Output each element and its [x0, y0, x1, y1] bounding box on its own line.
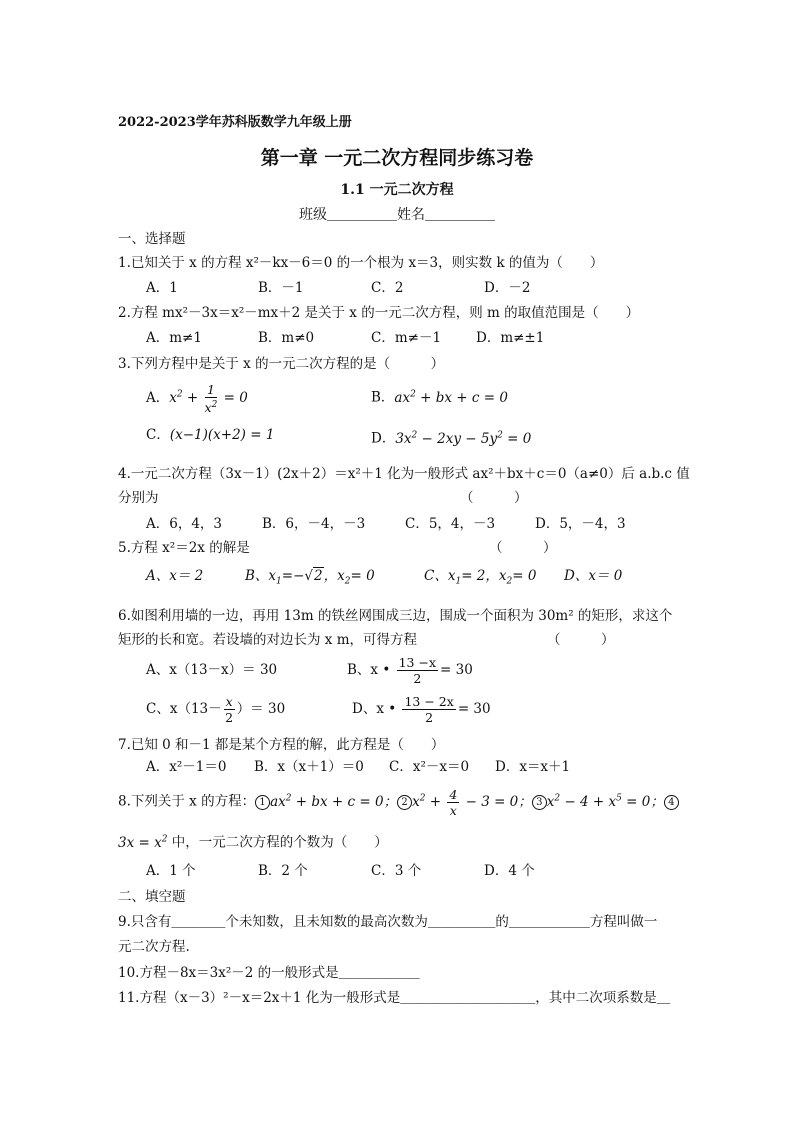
section-heading-fill: 二、填空题 — [118, 889, 186, 905]
q3-option-b: B．$ax^2$ + bx + c = 0 — [371, 389, 508, 406]
q5-option-c: C、$x_1= 2$，$x_2= 0$ — [424, 568, 537, 587]
q6-option-d: D、x • $\frac{13 - 2x}{2}$ = 30 — [352, 694, 491, 725]
q3-option-c: C．(x−1)(x+2) = 1 — [146, 427, 275, 443]
q3-option-d-formula: $3x^2 - 2xy - 5y^2 = 0$ — [395, 430, 532, 447]
question-4: 4.一元二次方程（3x－1）(2x＋2）＝x²＋1 化为一般形式 ax²＋bx＋c＝0（a≠0）后 a.b.c 值 — [118, 466, 690, 482]
section-heading-choice: 一、选择题 — [118, 231, 186, 247]
q4-answer-paren: （ ） — [460, 490, 528, 506]
question-6: 6.如图利用墙的一边，再用 13m 的铁丝网围成三边，围成一个面积为 30m² 的矩形，求这个 — [118, 608, 673, 624]
q8-equations: 1 $ax^2$ + bx + c = 0； 2 $x^2$ + $\frac{4}{x}$ − 3 = 0； 3 $x^2 - 4 + x^5 = 0$； 4 — [255, 794, 679, 810]
q7-option-d: D．x＝x＋1 — [495, 759, 571, 775]
name-line: 班级＿＿＿＿＿姓名＿＿＿＿＿ — [299, 207, 495, 223]
q4-option-b: B．6，－4，－3 — [262, 516, 366, 532]
question-2: 2.方程 mx²－3x＝x²－mx＋2 是关于 x 的一元二次方程，则 m 的取值范围是（ ） — [118, 305, 640, 321]
q4-option-d: D．5，－4，3 — [535, 516, 626, 532]
q3-option-b-formula: $ax^2$ + bx + c = 0 — [394, 389, 508, 406]
q1-option-d: D．－2 — [484, 280, 531, 296]
q6-answer-paren: （ ） — [547, 632, 615, 648]
q7-option-a: A．x²－1＝0 — [146, 759, 227, 775]
q8-option-c: C．3 个 — [371, 863, 422, 879]
q1-option-c: C．2 — [371, 280, 404, 296]
q7-option-b: B．x（x＋1）＝0 — [254, 759, 364, 775]
q5-option-b: B、$x_1=-√2$，$x_2= 0$ — [245, 568, 375, 587]
q3-option-a: A．$x^2$ + $\frac{1}{x^2}$ = 0 — [146, 382, 248, 416]
question-7: 7.已知 0 和－1 都是某个方程的解，此方程是（ ） — [118, 737, 445, 753]
q3-option-c-formula: (x−1)(x+2) = 1 — [169, 427, 275, 443]
q2-option-b: B．m≠0 — [258, 330, 315, 346]
q8-option-a: A．1 个 — [146, 863, 196, 879]
q5-answer-paren: （ ） — [489, 540, 557, 556]
q1-option-b: B．－1 — [258, 280, 304, 296]
question-5: 5.方程 x²＝2x 的解是 — [118, 540, 250, 556]
q3-option-d: D．$3x^2 - 2xy - 5y^2 = 0$ — [371, 430, 532, 447]
question-9: 9.只含有＿＿＿＿个未知数，且未知数的最高次数为＿＿＿＿＿的＿＿＿＿＿＿方程叫做一 — [118, 914, 658, 930]
page-title: 第一章 一元二次方程同步练习卷 — [260, 147, 534, 169]
q5-option-a: A、x＝ 2 — [146, 568, 204, 584]
q8-option-d: D．4 个 — [484, 863, 535, 879]
q5-option-d: D、x＝ 0 — [564, 568, 623, 584]
q8-option-b: B．2 个 — [258, 863, 308, 879]
question-4-line2: 分别为 — [118, 490, 159, 506]
question-3: 3.下列方程中是关于 x 的一元二次方程的是（ ） — [118, 356, 445, 372]
q2-option-c: C．m≠－1 — [371, 330, 442, 346]
question-9-line2: 元二次方程. — [118, 939, 190, 955]
subtitle: 2022-2023学年苏科版数学九年级上册 — [118, 115, 352, 130]
q6-option-b: B、x • $\frac{13 -x}{2}$ = 30 — [347, 655, 473, 686]
question-8-line2: $3x = x^2$ 中，一元二次方程的个数为（ ） — [118, 834, 388, 851]
q3-option-a-formula: $x^2$ + $\frac{1}{x^2}$ = 0 — [169, 382, 248, 416]
question-6-line2: 矩形的长和宽。若设墙的对边长为 x m，可得方程 — [118, 632, 417, 648]
question-10: 10.方程－8x＝3x²－2 的一般形式是＿＿＿＿＿＿ — [118, 965, 420, 981]
q8-equation-4: $3x = x^2$ — [118, 834, 168, 851]
q2-option-d: D．m≠±1 — [476, 330, 545, 346]
q2-option-a: A．m≠1 — [146, 330, 202, 346]
q4-option-a: A．6，4，3 — [146, 516, 223, 532]
q7-option-c: C．x²－x＝0 — [389, 759, 470, 775]
q5-option-b-formula: $x_1=-√2$，$x_2= 0$ — [268, 568, 375, 587]
question-11: 11.方程（x－3）²－x＝2x＋1 化为一般形式是＿＿＿＿＿＿＿＿＿＿，其中二次项系数是＿ — [118, 990, 671, 1006]
q4-option-c: C．5，4，－3 — [405, 516, 496, 532]
q6-option-c: C、x（13－ $\frac{x}{2}$ ）＝ 30 — [146, 694, 286, 725]
question-8: 8.下列关于 x 的方程： 1 $ax^2$ + bx + c = 0； 2 $x^2$ + $\frac{4}{x}$ − 3 = 0； 3 $x^2 - 4 + x^5 = 0$； 4 — [118, 783, 679, 818]
section-title: 1.1 一元二次方程 — [340, 182, 454, 198]
q5-option-c-formula: $x_1= 2$，$x_2= 0$ — [447, 568, 537, 587]
q1-option-a: A．1 — [146, 280, 178, 296]
question-1: 1.已知关于 x 的方程 x²－kx－6＝0 的一个根为 x＝3，则实数 k 的值为（ ） — [118, 255, 604, 271]
q6-option-a: A、x（13－x）＝ 30 — [146, 662, 278, 678]
